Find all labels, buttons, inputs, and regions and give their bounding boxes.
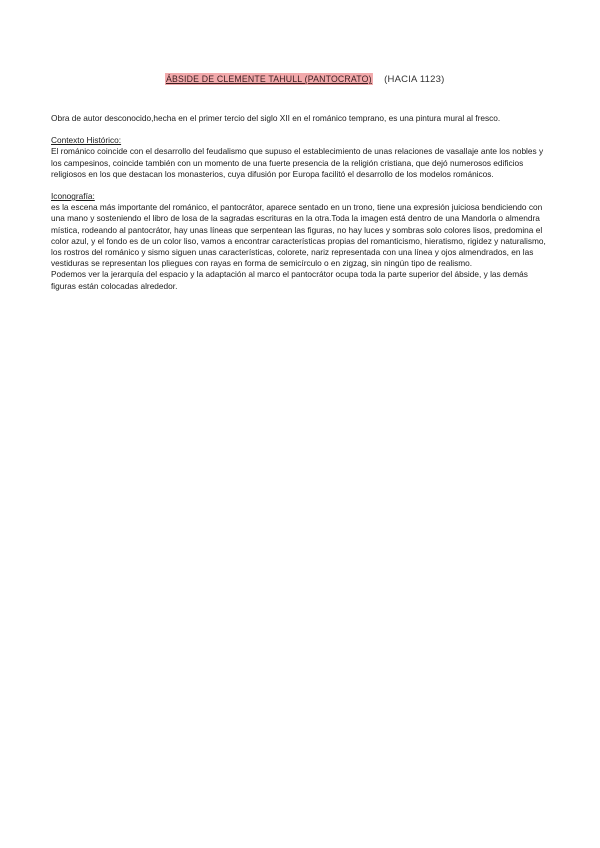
section-heading: Iconografía:	[51, 191, 95, 202]
section-context	[51, 135, 551, 180]
section-iconography	[51, 191, 551, 292]
section-text: El románico coincide con el desarrollo del feudalismo que supuso el establecimiento de unas relaciones de vasallaje ante los nobles y los campesinos, coincide también con un momento de una fuerte presencia de la religión cristiana, que dejó numerosos edificios religiosos en los que destacan los monasterios, cuya difusión por Europa facilitó el desarrollo de los modelos románicos.	[51, 146, 544, 179]
document-body	[51, 113, 551, 303]
document-date: (HACIA 1123)	[384, 74, 445, 85]
section-text: es la escena más importante del románico, el pantocrátor, aparece sentado en un trono, tiene una expresión juiciosa bendiciendo con una mano y sosteniendo el libro de losa de la sagradas escrituras en la otra.Toda la imagen está dentro de una Mandorla o almendra mística, rodeando al pantocrátor, hay unas líneas que serpentean las figuras, no hay luces y sombras solo colores lisos, predomina el color azul, y el fondo es de un color liso, vamos a encontrar características propias del romanticismo, hieratismo, rigidez y naturalismo, los rostros del románico y sismo siguen unas características, colorete, nariz representada con una línea y ojos almendrados, en las vestiduras se representan los pliegues con rayas en forma de semicírculo o en zigzag, sin ningún tipo de realismo.	[51, 202, 546, 269]
section-heading: Contexto Histórico:	[51, 135, 122, 146]
title-line	[0, 73, 600, 85]
section-text-continued: Podemos ver la jerarquía del espacio y la adaptación al marco el pantocrátor ocupa toda la parte superior del ábside, y las demás figuras están colocadas alrededor.	[51, 269, 528, 291]
document-title: ÁBSIDE DE CLEMENTE TAHULL (PANTOCRATO)	[165, 74, 372, 85]
intro-paragraph: Obra de autor desconocido,hecha en el primer tercio del siglo XII en el románico temprano, es una pintura mural al fresco.	[51, 113, 501, 123]
